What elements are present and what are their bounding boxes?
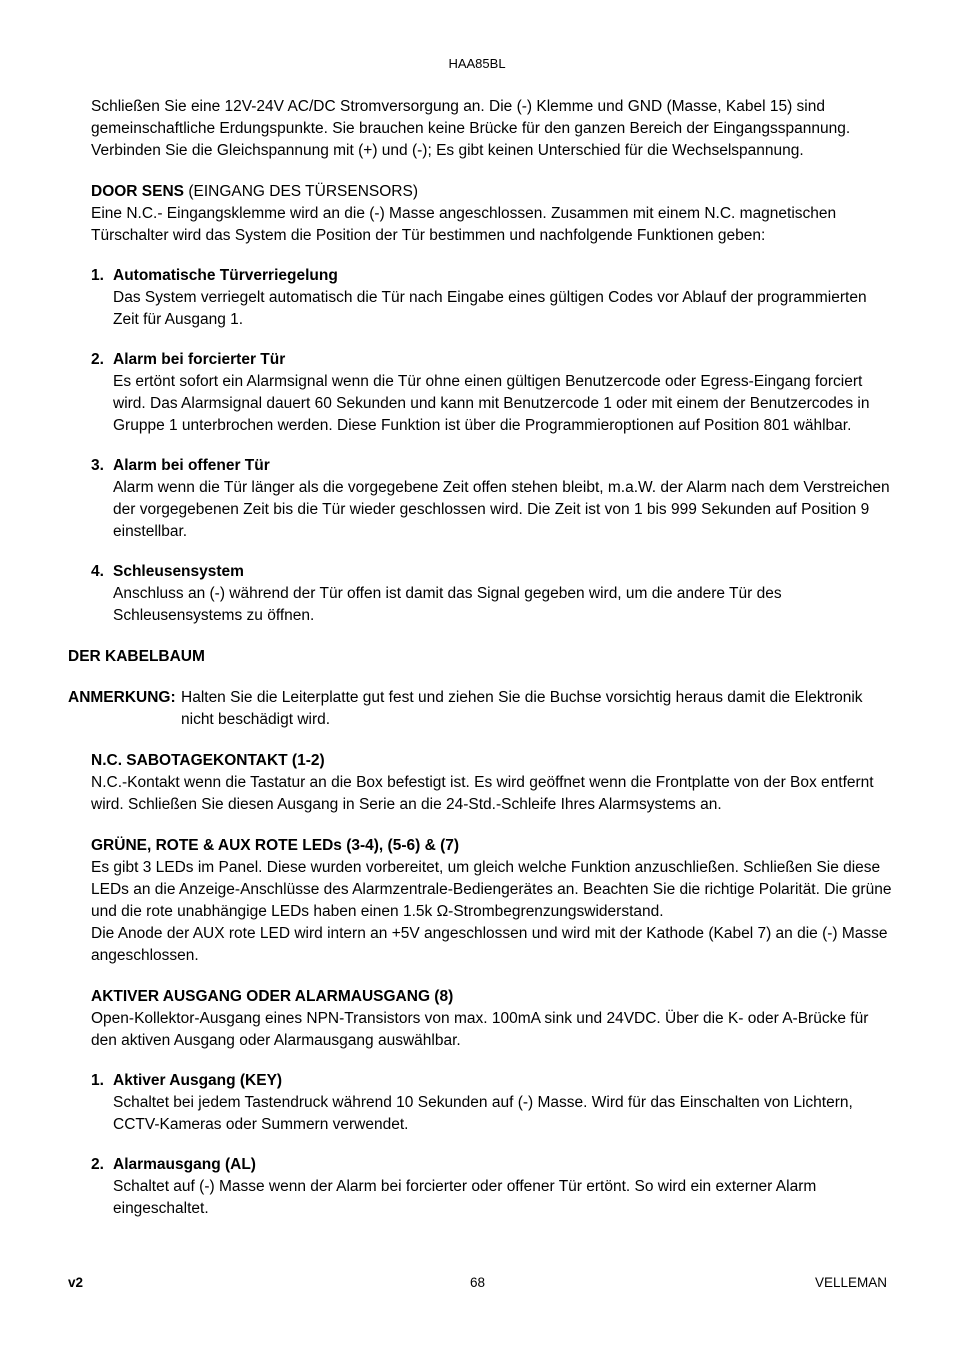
- list-item: [91, 265, 892, 331]
- list-item: [91, 1154, 892, 1220]
- door-sens-heading: [91, 181, 892, 203]
- list-number: 4.: [91, 563, 104, 580]
- list-item-title: Alarmausgang (AL): [113, 1156, 256, 1173]
- kabelbaum-heading: DER KABELBAUM: [68, 648, 205, 665]
- door-sens-text: Eine N.C.- Eingangsklemme wird an die (-) Masse angeschlossen. Zusammen mit einem N.C. magnetischen Türschalter wird das System die Position der Tür bestimmen und nachfolgende Funktionen geben:: [91, 205, 837, 244]
- leds-text-1: Es gibt 3 LEDs im Panel. Diese wurden vorbereitet, um gleich welche Funktion anzuschließen. Schließen Sie diese LEDs an die Anzeige-Anschlüsse des Alarmzentrale-Bediengerätes an. Beachten Sie die richtige Polarität. Die grüne und die rote unabhängige LEDs haben einen 1.5k Ω-Strombegrenzungswiderstand.: [91, 859, 892, 920]
- list-item-text: Schaltet bei jedem Tastendruck während 10 Sekunden auf (-) Masse. Wird für das Einschalten von Lichtern, CCTV-Kameras oder Summern verwendet.: [113, 1094, 853, 1133]
- list-item-title: Aktiver Ausgang (KEY): [113, 1072, 283, 1089]
- list-item: [91, 561, 892, 627]
- list-item-text: Schaltet auf (-) Masse wenn der Alarm bei forcierter oder offener Tür ertönt. So wird ein externer Alarm eingeschaltet.: [113, 1178, 817, 1217]
- list-item-title: Schleusensystem: [113, 563, 244, 580]
- note-block: [68, 687, 892, 731]
- page-footer: [68, 1274, 887, 1292]
- leds-section: [91, 835, 892, 967]
- list-number: 2.: [91, 1156, 104, 1173]
- sabotage-text: N.C.-Kontakt wenn die Tastatur an die Box befestigt ist. Es wird geöffnet wenn die Frontplatte von der Box entfernt wird. Schließen Sie diesen Ausgang in Serie an die 24-Std.-Schleife Ihres Alarmsystems an.: [91, 774, 874, 813]
- ausgang-text: Open-Kollektor-Ausgang eines NPN-Transistors von max. 100mA sink und 24VDC. Über die K- oder A-Brücke für den aktiven Ausgang oder Alarmausgang auswählbar.: [91, 1010, 869, 1049]
- leds-text-2: Die Anode der AUX rote LED wird intern an +5V angeschlossen und wird mit der Kathode (Kabel 7) an die (-) Masse angeschlossen.: [91, 925, 888, 964]
- list-item: [91, 1070, 892, 1136]
- list-item-text: Alarm wenn die Tür länger als die vorgegebene Zeit offen stehen bleibt, m.a.W. der Alarm nach dem Verstreichen der vorgegebenen Zeit bis die Tür wieder geschlossen wird. Die Zeit ist von 1 bis 999 Sekunden auf Position 9 einstellbar.: [113, 479, 890, 540]
- ausgang-heading: AKTIVER AUSGANG ODER ALARMAUSGANG (8): [91, 988, 454, 1005]
- list-item-title: Alarm bei forcierter Tür: [113, 351, 286, 368]
- sabotage-heading: N.C. SABOTAGEKONTAKT (1-2): [91, 752, 325, 769]
- list-number: 2.: [91, 351, 104, 368]
- intro-paragraph: Schließen Sie eine 12V-24V AC/DC Stromversorgung an. Die (-) Klemme und GND (Masse, Kabel 15) sind gemeinschaftliche Erdungspunkte. Sie brauchen keine Brücke für den ganzen Bereich der Eingangsspannung. Verbinden Sie die Gleichspannung mit (+) und (-); Es gibt keinen Unterschied für die Wechselspannung.: [91, 98, 851, 159]
- list-item-text: Anschluss an (-) während der Tür offen ist damit das Signal gegeben wird, um die andere Tür des Schleusensystems zu öffnen.: [113, 585, 782, 624]
- list-item: [91, 455, 892, 543]
- list-item-title: Automatische Türverriegelung: [113, 267, 338, 284]
- list-number: 3.: [91, 457, 104, 474]
- footer-version: v2: [68, 1275, 84, 1290]
- list-item-text: Das System verriegelt automatisch die Tür nach Eingabe eines gültigen Codes vor Ablauf der programmierten Zeit für Ausgang 1.: [113, 289, 867, 328]
- list-item-title: Alarm bei offener Tür: [113, 457, 270, 474]
- note-text: Halten Sie die Leiterplatte gut fest und ziehen Sie die Buchse vorsichtig heraus damit die Elektronik nicht beschädigt wird.: [181, 689, 863, 728]
- door-sens-title-rest: (EINGANG DES TÜRSENSORS): [184, 183, 418, 200]
- note-label: ANMERKUNG:: [68, 689, 176, 706]
- ausgang-section: [91, 986, 892, 1052]
- door-sens-title-bold: DOOR SENS: [91, 183, 185, 200]
- door-sens-section: [91, 181, 892, 247]
- list-item: [91, 349, 892, 437]
- leds-heading: GRÜNE, ROTE & AUX ROTE LEDs (3-4), (5-6) & (7): [91, 837, 460, 854]
- page-header: HAA85BL: [448, 56, 506, 71]
- page-content: [68, 96, 892, 1220]
- footer-page-number: 68: [469, 1275, 486, 1290]
- list-number: 1.: [91, 1072, 104, 1089]
- list-item-text: Es ertönt sofort ein Alarmsignal wenn die Tür ohne einen gültigen Benutzercode oder Egress-Eingang forciert wird. Das Alarmsignal dauert 60 Sekunden und kann mit Benutzercode 1 oder mit einem der Benutzercodes in Gruppe 1 unterbrochen werden. Diese Funktion ist über die Programmieroptionen auf Position 801 wählbar.: [113, 373, 870, 434]
- sabotage-section: [91, 750, 892, 816]
- list-number: 1.: [91, 267, 104, 284]
- footer-brand: VELLEMAN: [814, 1275, 887, 1290]
